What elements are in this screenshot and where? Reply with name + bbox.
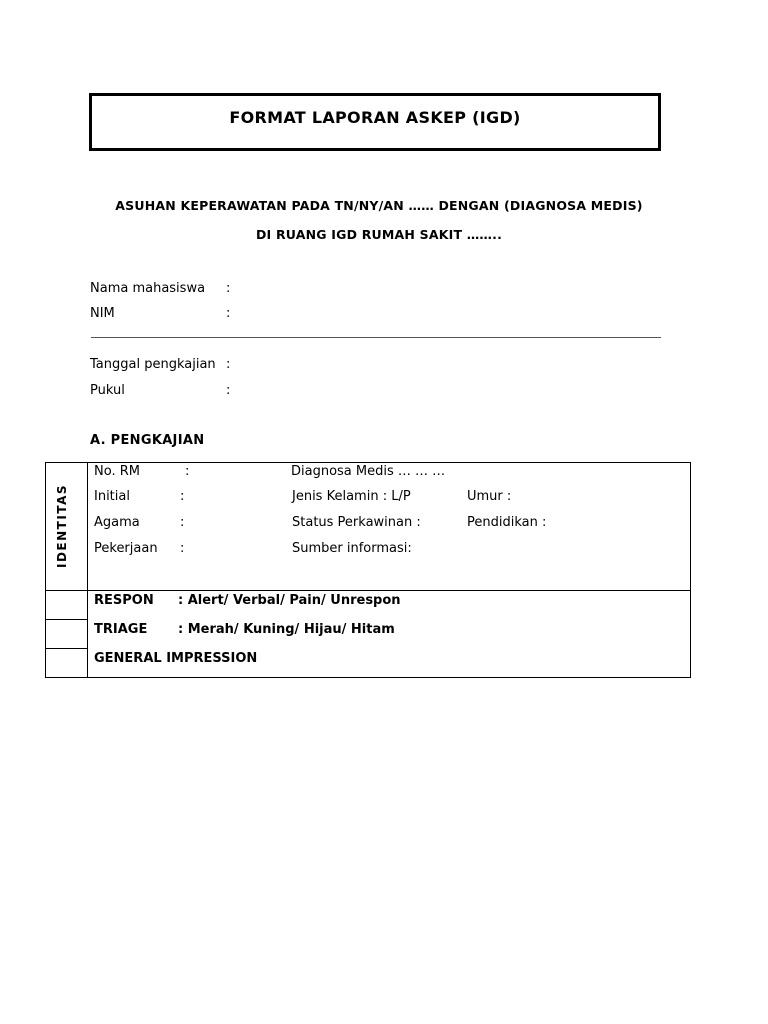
pekerjaan-colon: : [180, 541, 185, 556]
table-left-tick-1 [45, 619, 87, 620]
subtitle-line-1: ASUHAN KEPERAWATAN PADA TN/NY/AN …… DENGAN (DIAGNOSA MEDIS) [115, 198, 643, 213]
document-title: FORMAT LAPORAN ASKEP (IGD) [229, 108, 521, 127]
umur-label: Umur : [467, 489, 512, 504]
status-perkawinan-label: Status Perkawinan : [292, 515, 421, 530]
pekerjaan-label: Pekerjaan [94, 541, 158, 556]
subtitle-line-2: DI RUANG IGD RUMAH SAKIT …….. [255, 227, 503, 242]
identitas-text: IDENTITAS [55, 484, 69, 568]
triage-value: : Merah/ Kuning/ Hijau/ Hitam [178, 622, 395, 637]
nim-colon: : [226, 306, 231, 321]
no-rm-label: No. RM [94, 464, 140, 479]
pukul-label: Pukul [90, 383, 125, 398]
title-box [89, 93, 661, 151]
pukul-colon: : [226, 383, 231, 398]
respon-value: : Alert/ Verbal/ Pain/ Unrespon [178, 593, 401, 608]
nama-mahasiswa-label: Nama mahasiswa [90, 281, 206, 296]
jenis-kelamin-label: Jenis Kelamin : L/P [292, 489, 411, 504]
nim-label: NIM [90, 306, 115, 321]
table-row-divider [45, 590, 691, 591]
table-column-divider [87, 462, 88, 678]
table-left-tick-2 [45, 648, 87, 649]
diagnosa-medis-label: Diagnosa Medis … … … [291, 464, 446, 479]
pendidikan-label: Pendidikan : [467, 515, 547, 530]
agama-colon: : [180, 515, 185, 530]
triage-label: TRIAGE [94, 622, 148, 637]
tanggal-pengkajian-colon: : [226, 357, 231, 372]
initial-colon: : [180, 489, 185, 504]
respon-label: RESPON [94, 593, 154, 608]
section-heading: A. PENGKAJIAN [90, 433, 205, 448]
sumber-informasi-label: Sumber informasi: [292, 541, 412, 556]
nama-mahasiswa-colon: : [226, 281, 231, 296]
general-impression-label: GENERAL IMPRESSION [94, 651, 258, 666]
divider-line [91, 337, 661, 338]
initial-label: Initial [94, 489, 130, 504]
no-rm-colon: : [185, 464, 190, 479]
agama-label: Agama [94, 515, 140, 530]
tanggal-pengkajian-label: Tanggal pengkajian [90, 357, 216, 372]
